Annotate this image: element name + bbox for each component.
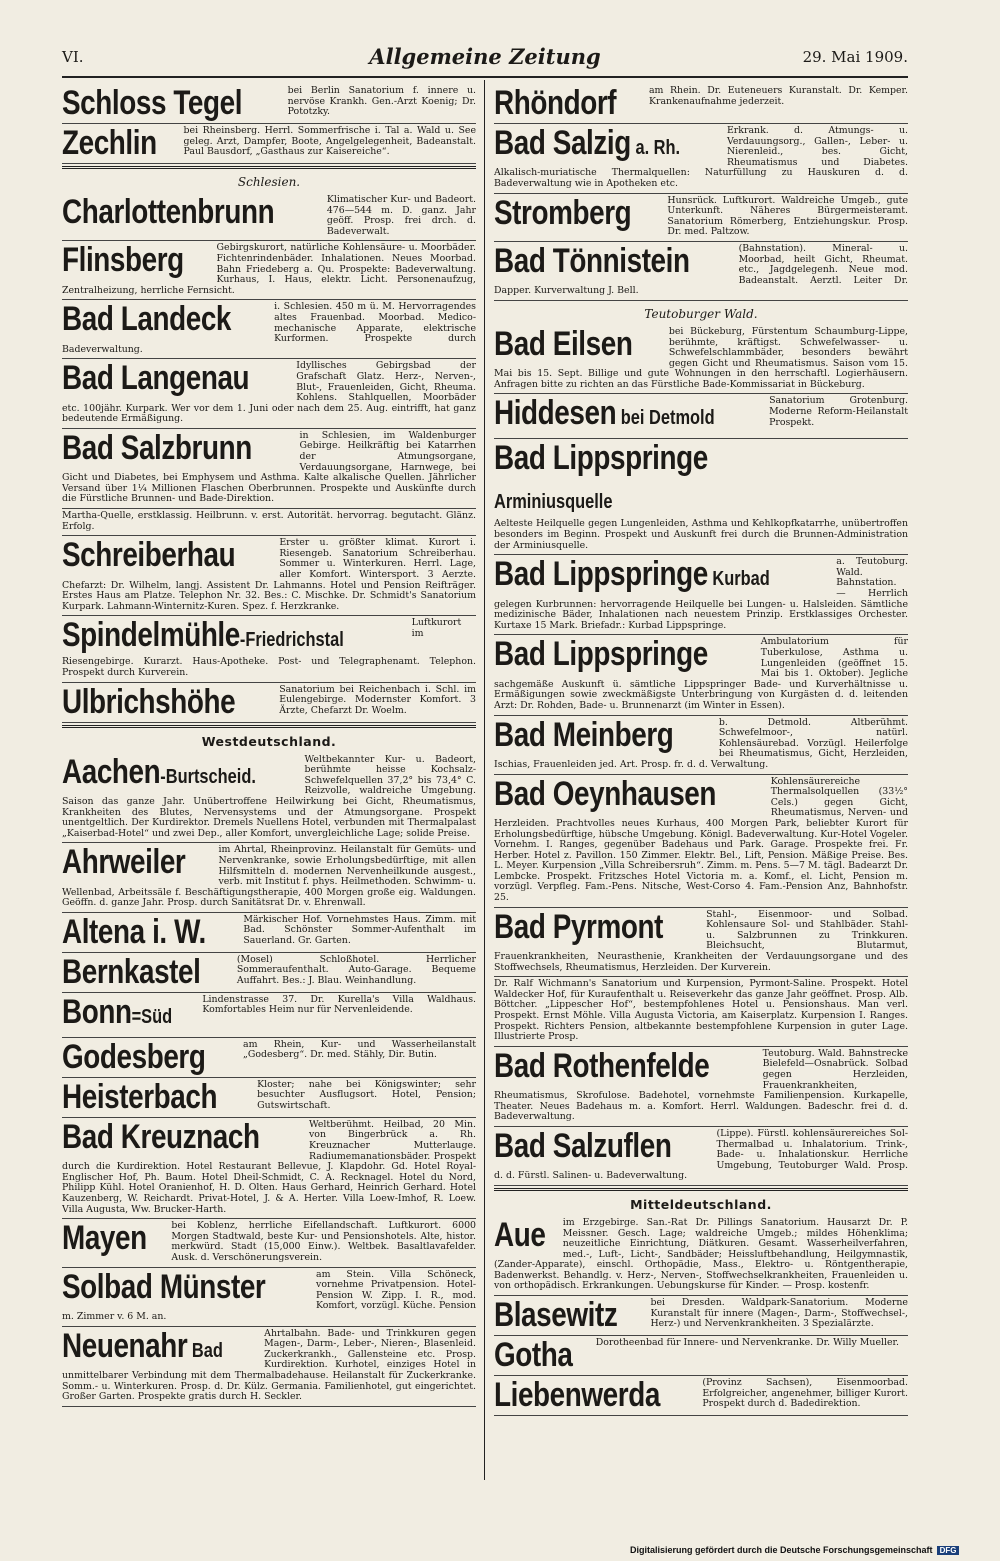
dfg-logo: DFG — [937, 1546, 960, 1555]
advertisement — [494, 242, 908, 301]
advertisement-name-text: Aue — [494, 1215, 546, 1254]
advertisement-name-text: Bad Lippspringe — [494, 555, 708, 594]
advertisement-name-text: Bonn — [62, 992, 132, 1031]
advertisement-name — [494, 1126, 672, 1165]
advertisement-text: Kloster; nahe bei Königswinter; sehr besuchter Ausflugsort. Hotel, Pension; Gutswirtschaft. — [257, 1078, 476, 1112]
advertisement — [494, 908, 908, 978]
advertisement-name-text: Hiddesen — [494, 394, 617, 433]
advertisement-name — [62, 618, 344, 657]
advertisement-name-suffix: a. Rh. — [630, 137, 681, 159]
advertisement-name-text: Charlottenbrunn — [62, 193, 275, 231]
advertisement-name-suffix: Arminiusquelle — [494, 491, 613, 514]
advertisement — [494, 394, 908, 439]
advertisement — [62, 1038, 476, 1078]
ads-group — [494, 84, 908, 301]
advertisement-name — [494, 1296, 618, 1335]
advertisement-text: am Rhein. Dr. Euteneuers Kuranstalt. Dr. Kemper. Krankenaufnahme jederzeit. — [648, 85, 908, 107]
advertisement-text: Sanatorium bei Reichenbach i. Schl. im Eulengebirge. Modernster Komfort. 3 Ärzte, Chefarzt Dr. Woelm. — [279, 683, 476, 716]
advertisement — [62, 124, 476, 164]
advertisement-name-text: Bad Lippspringe — [494, 635, 708, 674]
advertisement-name — [62, 682, 236, 721]
advertisement-name-text: Schreiberhau — [62, 536, 236, 575]
advertisement-name-text: Stromberg — [494, 193, 632, 232]
advertisement — [494, 635, 908, 715]
advertisement-name — [62, 126, 157, 160]
advertisement-name — [494, 907, 663, 946]
advertisement — [62, 241, 476, 300]
advertisement-text: Ahrtalbahn. Bade- und Trinkkuren gegen Magen-, Darm-, Leber-, Nieren-, Blasenleid. Zuckerkrankh., Gallensteine etc. Prosp. Kurdirektion. Kurhotel, einziges Hotel in unmittelbarer Verbindung mit dem Thermalbadehause. Heilanstalt für Zuckerkranke. Somm.- u. Winterkuren. Prosp. d. Dr. Külz. Germania. Familienhotel, gut eingerichtet. Großer Garten. Prospekte gratis durch H. Seckler. — [62, 1327, 476, 1403]
advertisement — [62, 1118, 476, 1219]
advertisement-name-text: Bad Pyrmont — [494, 907, 663, 946]
advertisement — [494, 1376, 908, 1416]
advertisement-name-text: Gotha — [494, 1336, 573, 1375]
advertisement — [494, 555, 908, 635]
advertisement-name-text: Aachen — [62, 752, 161, 791]
advertisement-name — [62, 300, 232, 339]
advertisement-name — [62, 1037, 206, 1076]
right-column — [494, 84, 908, 1416]
advertisement-name — [494, 86, 616, 120]
advertisement-name — [62, 952, 201, 991]
advertisement-name-suffix: bei Detmold — [616, 407, 715, 430]
ads-group — [494, 1216, 908, 1416]
advertisement-name — [62, 536, 236, 575]
ads-group — [494, 325, 908, 977]
advertisement-name-text: Bad Meinberg — [494, 715, 674, 754]
advertisement-text: im Ahrtal, Rheinprovinz. Heilanstalt für Gemüts- und Nervenkranke, sowie Erholungsbedürftige, mit allen Hilfsmitteln d. modernen Nervenheilkunde ausgest., verb. mit Institut f. phys. Heilmethoden. Schwimm- u. Wellenbad, Arbeitssäle f. Beschäftigungstherapie, 400 Morgen große eig. Waldungen. Geöffn. d. ganze Jahr. Prosp. durch Sanitätsrat Dr. v. Ehrenwall. — [62, 844, 476, 909]
advertisement-name — [494, 1046, 710, 1085]
advertisement-name-suffix: -Burtscheid. — [160, 765, 256, 788]
advertisement-text: am Stein. Villa Schöneck, vornehme Privatpension. Hotel-Pension W. Zipp. I. R., mod. Komfort, vorzügl. Küche. Pension m. Zimmer v. 6 M. an. — [62, 1268, 476, 1322]
advertisement — [494, 124, 908, 194]
advertisement — [62, 993, 476, 1038]
advertisement-name-text: Bad Salzbrunn — [62, 428, 252, 467]
page-number: VI. — [62, 48, 84, 66]
advertisement-name — [494, 193, 632, 232]
advertisement-name-text: Bad Oeynhausen — [494, 774, 717, 813]
advertisement — [494, 84, 908, 124]
advertisement-name — [62, 752, 256, 794]
advertisement-name — [62, 86, 242, 120]
advertisement-name-text: Bad Rothenfelde — [494, 1046, 710, 1085]
advertisement-name — [494, 1215, 546, 1254]
advertisement-text: Gebirgskurort, natürliche Kohlensäure- u. Moorbäder. Fichtenrindenbäder. Inhalationen. Neues Moorbad. Bahn Friedeberg a. Qu. Prospekte: Badeverwaltung. Kurhaus, I. Haus, elektr. Licht. Personenaufzug, Zentralheizung, herrliche Fernsicht. — [62, 242, 476, 296]
advertisement — [494, 194, 908, 242]
martha-quelle-notice: Martha-Quelle, erstklassig. Heilbrunn. v. erst. Autorität. hervorrag. begutacht. Glänz. Erfolg. — [62, 509, 476, 536]
advertisement-text: Lindenstrasse 37. Dr. Kurella's Villa Waldhaus. Komfortables Heim nur für Nervenleidende. — [202, 993, 476, 1016]
advertisement-name-text: Liebenwerda — [494, 1376, 660, 1415]
advertisement-name — [62, 912, 206, 951]
advertisement-name-text: Rhöndorf — [494, 84, 617, 122]
ads-group — [62, 84, 476, 164]
advertisement-text: bei Rheinsberg. Herrl. Sommerfrische i. Tal a. Wald u. See geleg. Arzt, Dampfer, Boote, Angelgelegenheit, Badeanstalt. Paul Bausdorf, „Gasthaus zur Kaisereiche“. — [183, 125, 476, 158]
advertisement-text: Weltbekannter Kur- u. Badeort, berühmte heisse Kochsalz-Schwefelquellen 37,2° bis 73,4° C. Reizvolle, waldreiche Umgebung. Saison das ganze Jahr. Unübertroffene Heilwirkung bei Gicht, Rheumatismus, Krankheiten des Blutes, Nervensystems und der Atmungsorgane. Prospekt unentgeltlich. Der Kurdirektor. Dremels Nuellens Hotel, verbunden mit Thermalpalast „Kaiserbad-Hotel“ und zwei Dep., aller Komfort, unvergleichliche Lage; solide Preise. — [62, 753, 476, 839]
section-heading-teutoburger-wald: Teutoburger Wald. — [644, 306, 758, 321]
advertisement-text: a. Teutoburg. Wald. Bahnstation. — Herrlich gelegen Kurbrunnen: hervorragende Heilquelle bei Lungen- u. Halsleiden. Sämtliche medizinische Bäder, Inhalationen nach neuestem Prinzip. Erstklassiges Orchester. Kurtaxe 15 Mark. Briefadr.: Kurbad Lippspringe. — [494, 556, 908, 631]
advertisement — [62, 1327, 476, 1407]
advertisement-name — [494, 396, 715, 435]
advertisement — [494, 439, 908, 555]
column-divider — [484, 80, 485, 1480]
advertisement-name — [62, 1267, 266, 1306]
advertisement-name-text: Heisterbach — [62, 1077, 218, 1116]
advertisement — [62, 753, 476, 844]
advertisement — [62, 953, 476, 993]
advertisement-text: Dorotheenbad für Innere- und Nervenkranke. Dr. Willy Mueller. — [595, 1337, 899, 1349]
advertisement-name — [62, 428, 252, 467]
advertisement-text: im Erzgebirge. San.-Rat Dr. Pillings Sanatorium. Hausarzt Dr. P. Meissner. Gesch. Lage; waldreiche Umgeb.; mildes Höhenklima; neuzeitliche Einrichtung, Diätkuren. Gesamt. Wasserheilverfahren, med.-, Luft-, Licht-, Sandbäder; Heissluftbehandlung, Heilgymnastik, (Zander-Apparate), einschl. Orthopädie, Mass., Elektro- u. Röntgentherapie, Badenwerkst. Behandlg. v. Herz-, Nerven-, Stoffwechselkrankheiten, Frauenleiden u. von orthopädisch. Erkrankungen. Uebungskurse für Kinder. — Prosp. kostenfr. — [494, 1216, 908, 1292]
advertisement-text: bei Berlin Sanatorium f. innere u. nervöse Krankh. Gen.-Arzt Koenig; Dr. Pototzky. — [287, 85, 476, 118]
advertisement — [494, 1127, 908, 1186]
pyrmont-listings: Dr. Ralf Wichmann's Sanatorium und Kurpension, Pyrmont-Saline. Prospekt. Hotel Waldecker Hof, für Kuraufenthalt u. Reiseverkehr das ganze Jahr geöffnet. Prosp. Alb. Böttcher. „Lippescher Hof“, bestempfohlenes Hotel u. Pensionshaus. Man verl. Prospekt. Ernst Möhle. Villa Augusta Victoria, am Kaiserplatz. Kurpension I. Ranges. Prospekt. Richters Pension, altbekannte bestempfohlene Kurpension in guter Lage. Illustrierte Prosp. — [494, 977, 908, 1047]
advertisement-name — [62, 992, 173, 1034]
advertisement-name — [494, 1376, 660, 1415]
advertisement-text: Klimatischer Kur- und Badeort. 476—544 m. D. ganz. Jahr geöff. Prosp. frei drch. d. Badeverwalt. — [326, 194, 476, 237]
section-heading-schlesien: Schlesien. — [62, 166, 476, 193]
section-heading-westdeutschland: Westdeutschland. — [62, 725, 476, 753]
advertisement-name — [62, 1117, 260, 1156]
advertisement-name-text: Bad Eilsen — [494, 324, 633, 363]
header-rule — [62, 76, 908, 78]
newspaper-title: Allgemeine Zeitung — [369, 44, 601, 69]
advertisement-name-text: Bad Tönnistein — [494, 241, 690, 280]
advertisement-name — [494, 774, 717, 813]
advertisement — [62, 843, 476, 913]
advertisement-name-text: Blasewitz — [494, 1296, 618, 1335]
advertisement-name — [62, 1077, 218, 1116]
advertisement-name-text: Bad Landeck — [62, 300, 232, 339]
advertisement-name-text: Ahrweiler — [62, 843, 186, 882]
advertisement-text: Weltberühmt. Heilbad, 20 Min. von Bingerbrück a. Rh. Kreuznacher Mutterlauge. Radiumemanationsbäder. Prospekt durch die Kurdirektion. Hotel Restaurant Bellevue, J. Klapdohr. Gd. Hotel Royal-Englischer Hof, Ph. Baum. Hotel Dheil-Schmidt, C. A. Recknagel. Hotel du Nord, Philipp Kühl. Hotel Oranienhof, H. D. Olten. Haus Gerhard, Heinrich Gerhard. Hotel Kauzenberg, W. Reichardt. Privat-Hotel, J. & A. Herter. Villa Loew-Imhof, R. Loew. Villa Augusta, Ww. Brucker-Harth. — [62, 1118, 476, 1215]
advertisement — [494, 325, 908, 395]
section-heading-mitteldeutschland: Mitteldeutschland. — [494, 1188, 908, 1216]
advertisement — [62, 913, 476, 953]
advertisement-name-suffix: Bad — [187, 1339, 223, 1362]
advertisement-name-text: Mayen — [62, 1219, 147, 1258]
advertisement-text: i. Schlesien. 450 m ü. M. Hervorragendes altes Frauenbad. Moorbad. Medico-mechanische Apparate, elektrische Kurformen. Prospekte durch Badeverwaltung. — [62, 301, 476, 355]
advertisement — [494, 1296, 908, 1336]
left-column — [62, 84, 476, 1407]
advertisement-name-text: Bad Lippspringe — [494, 439, 708, 478]
advertisement — [62, 616, 476, 682]
advertisement-name — [62, 241, 184, 280]
ads-group — [494, 1047, 908, 1186]
advertisement-text: b. Detmold. Altberühmt. Schwefelmoor-, natürl. Kohlensäurebad. Vorzügl. Heilerfolge bei Rheumatismus, Gicht, Herzleiden, Ischias, Frauenleiden jed. Art. Prosp. fr. d. d. Verwaltung. — [494, 716, 908, 770]
advertisement-name — [494, 1336, 573, 1375]
advertisement — [494, 1047, 908, 1127]
advertisement-name — [494, 126, 680, 165]
advertisement-text: bei Bückeburg, Fürstentum Schaumburg-Lippe, berühmte, kräftigst. Schwefelwasser- u. Schwefelschlammbäder, besonders bewährt gegen Gicht und Rheumatismus. Saison vom 15. Mai bis 15. Sept. Billige und gute Wohnungen in den herrschaftl. Logierhäusern. Anfragen bitte zu richten an das Fürstliche Bade-Kommissariat in Bückeburg. — [494, 325, 908, 390]
advertisement-text: (Lippe). Fürstl. kohlensäurereiches Sol-Thermalbad u. Inhalatorium. Trink-, Bade- u. Inhalationskur. Herrliche Umgebung, Teutoburger Wald. Prosp. d. d. Fürstl. Salinen- u. Badeverwaltung. — [494, 1127, 908, 1182]
advertisement-name-text: Bad Langenau — [62, 359, 250, 398]
advertisement-name-text: Bad Salzig — [494, 124, 631, 162]
advertisement-text: Erkrank. d. Atmungs- u. Verdauungsorg., Gallen-, Leber- u. Nierenleid., bes. Gicht, Rheumatismus und Diabetes. Alkalisch-muriatische Thermalquellen: Naturfüllung zu Hauskuren d. d. Badeverwaltung wie in Apotheken etc. — [494, 125, 908, 189]
advertisement — [62, 536, 476, 616]
ads-group — [62, 536, 476, 722]
advertisement-name-suffix: -Friedrichstal — [239, 629, 344, 652]
advertisement-name-text: Spindelmühle — [62, 616, 240, 655]
advertisement-text: Erster u. größter klimat. Kurort i. Riesengeb. Sanatorium Schreiberhau. Sommer u. Winterkuren. Herrl. Lage, aller Komfort. Wintersport. 3 Aerzte. Chefarzt: Dr. Wilhelm, langj. Assistent Dr. Lahmanns. Hotel und Pension Reifträger. Erstes Haus am Platze. Telephon Nr. 32. Bes.: C. Mischke. Dr. Schmidt's Sanatorium Kurpark. Lahmann-Winternitz-Kuren. Spez. f. Herzkranke. — [62, 537, 476, 612]
ads-group — [62, 193, 476, 509]
advertisement — [62, 84, 476, 124]
advertisement-name-text: Zechlin — [62, 124, 157, 162]
advertisement — [62, 359, 476, 429]
digitization-footer — [630, 1545, 959, 1555]
advertisement-name-text: Godesberg — [62, 1037, 206, 1076]
advertisement-text: (Bahnstation). Mineral- u. Moorbad, heilt Gicht, Rheumat. etc., Jagdgelegenh. Neue mod. Badeanstalt. Aerztl. Leiter Dr. Dapper. Kurverwaltung J. Bell. — [494, 242, 908, 297]
advertisement — [62, 1078, 476, 1118]
advertisement — [494, 1216, 908, 1296]
advertisement — [62, 300, 476, 359]
advertisement-name-text: Bernkastel — [62, 952, 201, 991]
advertisement — [62, 429, 476, 509]
advertisement-name-text: Schloss Tegel — [62, 84, 243, 122]
advertisement-name — [494, 241, 690, 280]
advertisement-name-text: Flinsberg — [62, 241, 184, 280]
advertisement-text: (Mosel) Schloßhotel. Herrlicher Sommeraufenthalt. Auto-Garage. Bequeme Auffahrt. Bes.: J. Blau. Weinhandlung. — [236, 953, 476, 987]
advertisement-text: Teutoburg. Wald. Bahnstrecke Bielefeld—Osnabrück. Solbad gegen Herzleiden, Frauenkrankheiten, Rheumatismus, Skrofulose. Badehotel, vornehmste Familienpension. Kurkapelle, Theater. Neues Badehaus m. a. Komfort. Herrl. Waldungen. Badeschr. frei d. d. Badeverwaltung. — [494, 1047, 908, 1123]
advertisement-name — [494, 324, 633, 363]
advertisement-name-suffix: Kurbad — [707, 568, 770, 591]
advertisement-name-text: Ulbrichshöhe — [62, 682, 236, 721]
advertisement — [62, 1268, 476, 1327]
advertisement — [494, 1336, 908, 1376]
advertisement-text: Idyllisches Gebirgsbad der Grafschaft Glatz. Herz-, Nerven-, Blut-, Frauenleiden, Gicht, Rheuma. Kohlens. Stahlquellen, Moorbäder etc. 100jähr. Kurpark. Wer vor dem 1. Juni oder nach dem 25. Aug. eintrifft, hat ganz bedeutende Ermäßigung. — [62, 360, 476, 425]
advertisement-name — [494, 715, 674, 754]
ads-group — [62, 753, 476, 1407]
advertisement-text: Märkischer Hof. Vornehmstes Haus. Zimm. mit Bad. Schönster Sommer-Aufenthalt im Sauerland. Gr. Garten. — [243, 913, 476, 947]
advertisement-name — [62, 1219, 147, 1258]
advertisement-text: Kohlensäurereiche Thermalsolquellen (33½° Cels.) gegen Gicht, Rheumatismus, Nerven- und Herzleiden. Prachtvolles neues Kurhaus, 400 Morgen Park, beliebter Kurort für Erholungsbedürftige, hübsche Umgebung. Königl. Badeverwaltung. Kur-Hotel Vogeler. Vornehm. I. Ranges, gegenüber Badehaus und Park. Garage. Prospekte frei. Fr. Herber. Hotel z. Pavillon. 150 Zimmer. Elektr. Bel., Lift, Pension. Mäßige Preise. Bes. L. Meyer. Kurpension „Villa Schreibersruh“. Zimm. m. Pens. 5—7 M. tägl. Badearzt Dr. Lembcke. Prospekt. Fritzsches Hotel Victoria m. a. Komf., el. Licht, Pension m. vorzügl. Verpfleg. Fam.-Pens. Nitsche, West-Corso 4. Fam.-Pension Anz, Bahnhofstr. 25. — [494, 775, 908, 904]
advertisement-name-text: Solbad Münster — [62, 1267, 266, 1306]
advertisement-text: Stahl-, Eisenmoor- und Solbad. Kohlensaure Sol- und Stahlbäder. Stahl- u. Salzbrunnen zu Trinkkuren. Bleichsucht, Blutarmut, Frauenkrankheiten, Neurasthenie, Krankheiten der Verdauungsorgane und des Stoffwechsels, Rheumatismus, Herzleiden. Der Kurverein. — [494, 908, 908, 973]
page-header — [62, 44, 908, 74]
advertisement-text: (Provinz Sachsen), Eisenmoorbad. Erfolgreicher, angenehmer, billiger Kurort. Prospekt durch d. Badedirektion. — [702, 1377, 908, 1410]
advertisement-name — [494, 635, 708, 674]
advertisement-name-text: Bad Kreuznach — [62, 1117, 260, 1156]
advertisement-name-suffix: =Süd — [131, 1005, 173, 1028]
advertisement-text: Hunsrück. Luftkurort. Waldreiche Umgeb., gute Unterkunft. Näheres Bürgermeisteramt. Sanatorium Römerberg, Entziehungskur. Prosp. Dr. med. Paltzow. — [667, 194, 908, 238]
advertisement-text: Aelteste Heilquelle gegen Lungenleiden, Asthma und Kehlkopfkatarrhe, unübertroffen besonders im Beginn. Prospekt und Auskunft frei durch die Brunnen-Administration der Arminiusquelle. — [494, 518, 908, 551]
advertisement-name-text: Altena i. W. — [62, 912, 206, 951]
advertisement-name-text: Neuenahr — [62, 1326, 188, 1365]
advertisement-name — [494, 441, 829, 519]
advertisement-name — [494, 557, 770, 596]
advertisement-name — [62, 359, 250, 398]
issue-date: 29. Mai 1909. — [802, 48, 908, 66]
advertisement-text: Luftkurort im Riesengebirge. Kurarzt. Haus-Apotheke. Post- und Telegraphenamt. Telephon. Prospekt durch Kurverein. — [62, 617, 476, 678]
advertisement-name — [62, 1326, 223, 1368]
advertisement-name — [62, 195, 274, 229]
advertisement — [494, 775, 908, 908]
advertisement — [62, 1219, 476, 1267]
advertisement-text: in Schlesien, im Waldenburger Gebirge. Heilkräftig bei Katarrhen der Atmungsorgane, Verdauungsorgane, Harnwege, bei Gicht und Diabetes, bei Emphysem und Asthma. Kalte alkalische Quellen. Jährlicher Versand über 1¼ Millionen Flaschen Oberbrunnen. Prospekte und Auskünfte durch die Fürstliche Brunnen- und Bade-Direktion. — [62, 429, 476, 505]
advertisement-text: bei Dresden. Waldpark-Sanatorium. Moderne Kuranstalt für innere (Magen-, Darm-, Stoffwechsel-, Herz-) und Nervenkrankheiten. 3 Spezialärzte. — [650, 1297, 908, 1330]
advertisement-text: am Rhein, Kur- und Wasserheilanstalt „Godesberg“. Dr. med. Stähly, Dir. Butin. — [242, 1038, 476, 1061]
advertisement-text: Sanatorium Grotenburg. Moderne Reform-Heilanstalt Prospekt. — [769, 395, 908, 428]
advertisement-text: bei Koblenz, herrliche Eifellandschaft. Luftkurort. 6000 Morgen Stadtwald, beste Kur- und Pensionshotels. Alte, histor. merkwürd. Stadt (15,000 Einw.). Weltbek. Basaltlavafelder. Ausk. d. Verschönerungsverein. — [171, 1220, 476, 1263]
advertisement-text: Ambulatorium für Tuberkulose, Asthma u. Lungenleiden (geöffnet 15. Mai bis 1. Oktober). Jegliche sachgemäße Auskunft ü. sämtliche Lippspringer Bade- und Kurverhältnisse u. Ermäßigungen sowie zweckmäßigste Unterbringung von Kurgästen d. d. leitenden Arzt: Dr. Rohden, Bade- u. Brunnenarzt (im Winter in Essen). — [494, 636, 908, 711]
advertisement-name — [62, 843, 186, 882]
advertisement-name-text: Bad Salzuflen — [494, 1126, 672, 1165]
advertisement — [494, 716, 908, 775]
advertisement — [62, 193, 476, 241]
advertisement — [62, 683, 476, 723]
footer-text: Digitalisierung gefördert durch die Deutsche Forschungsgemeinschaft — [630, 1545, 933, 1555]
